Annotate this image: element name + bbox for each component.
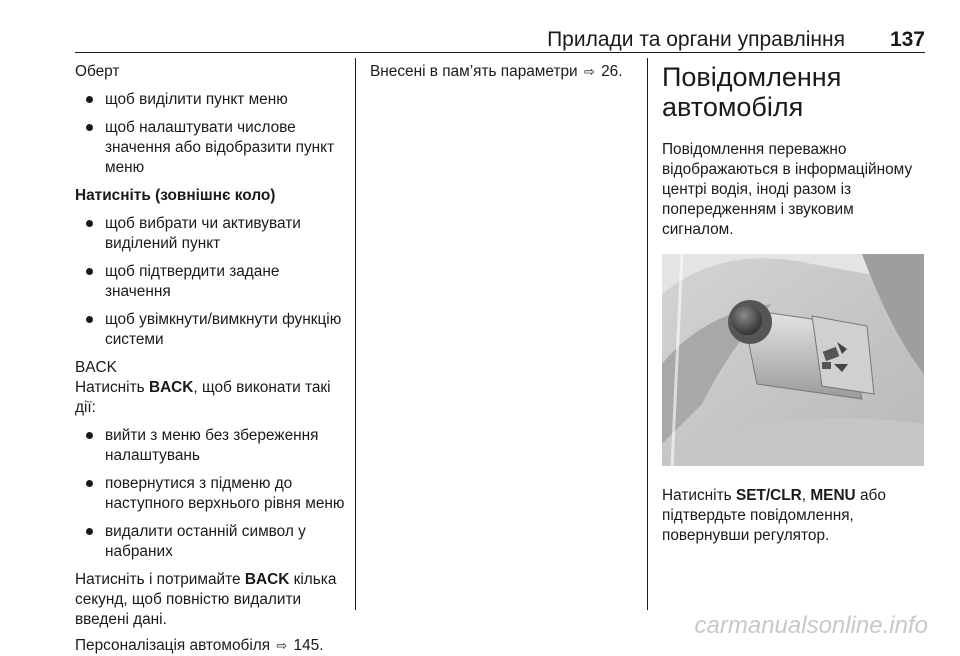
list-item: щоб вибрати чи активувати виділений пункт <box>75 214 347 254</box>
heading-back: BACK <box>75 359 117 376</box>
page-number: 137 <box>889 28 925 51</box>
list-item: щоб виділити пункт меню <box>75 90 347 110</box>
list-item: вийти з меню без збереження налаштувань <box>75 426 347 466</box>
bullet-dot-icon <box>86 480 93 487</box>
section-heading: Повідомлення автомобіля <box>662 62 842 122</box>
heading-obert: Оберт <box>75 63 120 80</box>
back-intro: Натисніть BACK, щоб виконати такі дії: <box>75 379 331 416</box>
column-3 <box>662 62 926 546</box>
back-list <box>75 426 347 562</box>
bullet-dot-icon <box>86 96 93 103</box>
list-item: повернутися з підменю до наступного верхнього рівня меню <box>75 474 347 514</box>
watermark: carmanualsonline.info <box>694 612 928 639</box>
action-paragraph: Натисніть SET/CLR, MENU або підтвердьте повідомлення, повернувши регулятор. <box>662 487 886 544</box>
bullet-dot-icon <box>86 124 93 131</box>
column-divider-2 <box>647 58 648 610</box>
list-item: щоб увімкнути/вимкнути функцію системи <box>75 310 347 350</box>
press-list <box>75 214 347 350</box>
cross-reference-arrow-icon: ⇨ <box>276 638 288 653</box>
column-2 <box>370 62 640 82</box>
bullet-dot-icon <box>86 268 93 275</box>
cross-reference-arrow-icon: ⇨ <box>583 64 595 79</box>
header-title: Прилади та органи управління <box>547 28 845 51</box>
heading-press: Натисніть (зовнішнє коло) <box>75 187 276 204</box>
page-reference-link[interactable]: 145. <box>293 637 324 654</box>
page-header <box>75 28 925 54</box>
list-item: щоб підтвердити задане значення <box>75 262 347 302</box>
bullet-dot-icon <box>86 220 93 227</box>
hold-back-paragraph: Натисніть і потримайте BACK кілька секунд, щоб повністю видалити введені дані. <box>75 571 337 628</box>
memory-reference: Внесені в пам’ять параметри ⇨ 26. <box>370 63 623 80</box>
column-divider-1 <box>355 58 356 610</box>
list-item: видалити останній символ у набраних <box>75 522 347 562</box>
bullet-dot-icon <box>86 528 93 535</box>
column-1 <box>75 62 347 656</box>
header-rule <box>75 52 925 53</box>
obert-list <box>75 90 347 178</box>
bullet-dot-icon <box>86 432 93 439</box>
bullet-dot-icon <box>86 316 93 323</box>
personalisation-reference: Персоналізація автомобіля ⇨ 145. <box>75 637 324 654</box>
steering-column-stalk-illustration <box>662 254 924 466</box>
intro-paragraph: Повідомлення переважно відображаються в інформаційному центрі водія, іноді разом із попередженням і звуковим сигналом. <box>662 141 913 238</box>
page-reference-link[interactable]: 26. <box>601 63 623 80</box>
list-item: щоб налаштувати числове значення або відобразити пункт меню <box>75 118 347 178</box>
